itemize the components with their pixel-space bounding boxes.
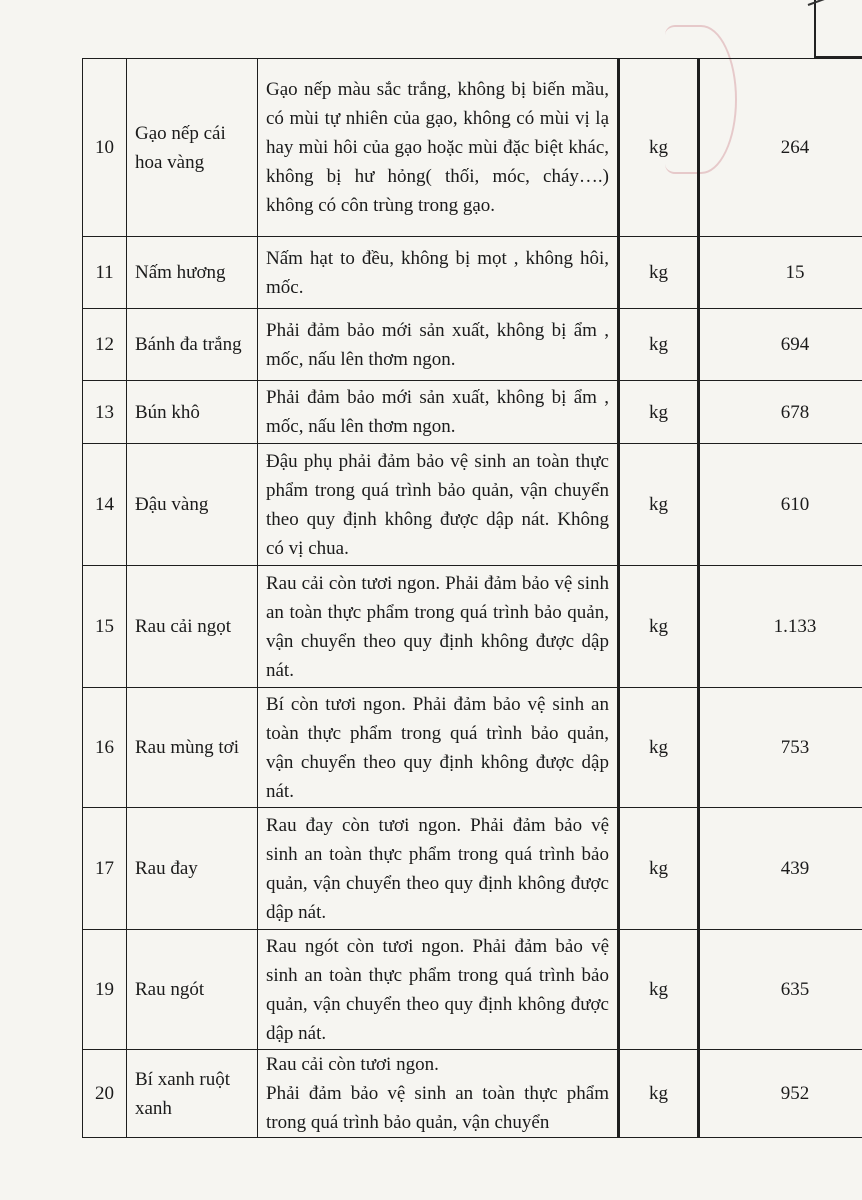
item-quantity: 694 xyxy=(699,309,862,381)
item-name: Rau mùng tơi xyxy=(127,688,258,808)
item-quantity: 753 xyxy=(699,688,862,808)
table-row xyxy=(83,59,862,237)
table-row xyxy=(83,566,862,688)
item-quantity: 15 xyxy=(699,237,862,309)
item-description xyxy=(258,1050,619,1138)
row-number: 19 xyxy=(83,930,127,1050)
item-unit: kg xyxy=(619,237,699,309)
row-number: 12 xyxy=(83,309,127,381)
item-quantity: 439 xyxy=(699,808,862,930)
row-number: 17 xyxy=(83,808,127,930)
row-number: 11 xyxy=(83,237,127,309)
item-name: Đậu vàng xyxy=(127,444,258,566)
description-line: Rau cải còn tươi ngon. xyxy=(266,1054,439,1075)
item-name: Bánh đa trắng xyxy=(127,309,258,381)
item-name: Gạo nếp cái hoa vàng xyxy=(127,59,258,237)
item-name: Rau đay xyxy=(127,808,258,930)
table-row xyxy=(83,1050,862,1138)
item-unit: kg xyxy=(619,59,699,237)
item-description: Gạo nếp màu sắc trắng, không bị biến mầu, có mùi tự nhiên của gạo, không có mùi vị lạ hay mùi hôi của gạo hoặc mùi đặc biệt khác, không bị hư hỏng( thối, móc, cháy….) không có côn trùng trong gạo. xyxy=(258,59,619,237)
row-number: 15 xyxy=(83,566,127,688)
item-unit: kg xyxy=(619,566,699,688)
item-unit: kg xyxy=(619,930,699,1050)
table-row xyxy=(83,930,862,1050)
row-number: 16 xyxy=(83,688,127,808)
item-unit: kg xyxy=(619,808,699,930)
item-name: Bí xanh ruột xanh xyxy=(127,1050,258,1138)
item-description: Bí còn tươi ngon. Phải đảm bảo vệ sinh an toàn thực phẩm trong quá trình bảo quản, vận chuyển theo quy định không được dập nát. xyxy=(258,688,619,808)
table-row xyxy=(83,237,862,309)
table-row xyxy=(83,444,862,566)
item-description: Rau cải còn tươi ngon. Phải đảm bảo vệ sinh an toàn thực phẩm trong quá trình bảo quản, vận chuyển theo quy định không được dập nát. xyxy=(258,566,619,688)
table-row xyxy=(83,309,862,381)
item-unit: kg xyxy=(619,381,699,444)
item-description: Phải đảm bảo mới sản xuất, không bị ẩm , mốc, nấu lên thơm ngon. xyxy=(258,309,619,381)
row-number: 20 xyxy=(83,1050,127,1138)
item-unit: kg xyxy=(619,309,699,381)
item-description: Rau ngót còn tươi ngon. Phải đảm bảo vệ sinh an toàn thực phẩm trong quá trình bảo quản, vận chuyển theo quy định không được dập nát. xyxy=(258,930,619,1050)
corner-mark xyxy=(814,0,862,58)
row-number: 10 xyxy=(83,59,127,237)
description-line: Phải đảm bảo vệ sinh an toàn thực phẩm trong quá trình bảo quản, vận chuyển xyxy=(266,1083,609,1133)
item-quantity: 678 xyxy=(699,381,862,444)
goods-table xyxy=(82,58,862,1138)
item-unit: kg xyxy=(619,1050,699,1138)
item-name: Rau ngót xyxy=(127,930,258,1050)
item-quantity: 635 xyxy=(699,930,862,1050)
item-quantity: 952 xyxy=(699,1050,862,1138)
item-name: Nấm hương xyxy=(127,237,258,309)
item-name: Rau cải ngọt xyxy=(127,566,258,688)
item-unit: kg xyxy=(619,444,699,566)
item-unit: kg xyxy=(619,688,699,808)
item-description: Nấm hạt to đều, không bị mọt , không hôi, mốc. xyxy=(258,237,619,309)
item-description: Phải đảm bảo mới sản xuất, không bị ẩm , mốc, nấu lên thơm ngon. xyxy=(258,381,619,444)
item-name: Bún khô xyxy=(127,381,258,444)
item-quantity: 1.133 xyxy=(699,566,862,688)
table-row xyxy=(83,808,862,930)
item-description: Rau đay còn tươi ngon. Phải đảm bảo vệ sinh an toàn thực phẩm trong quá trình bảo quản, vận chuyển theo quy định không được dập nát. xyxy=(258,808,619,930)
item-quantity: 610 xyxy=(699,444,862,566)
table-row xyxy=(83,381,862,444)
item-quantity: 264 xyxy=(699,59,862,237)
table-row xyxy=(83,688,862,808)
item-description: Đậu phụ phải đảm bảo vệ sinh an toàn thực phẩm trong quá trình bảo quản, vận chuyển theo quy định không được dập nát. Không có vị chua. xyxy=(258,444,619,566)
row-number: 13 xyxy=(83,381,127,444)
row-number: 14 xyxy=(83,444,127,566)
